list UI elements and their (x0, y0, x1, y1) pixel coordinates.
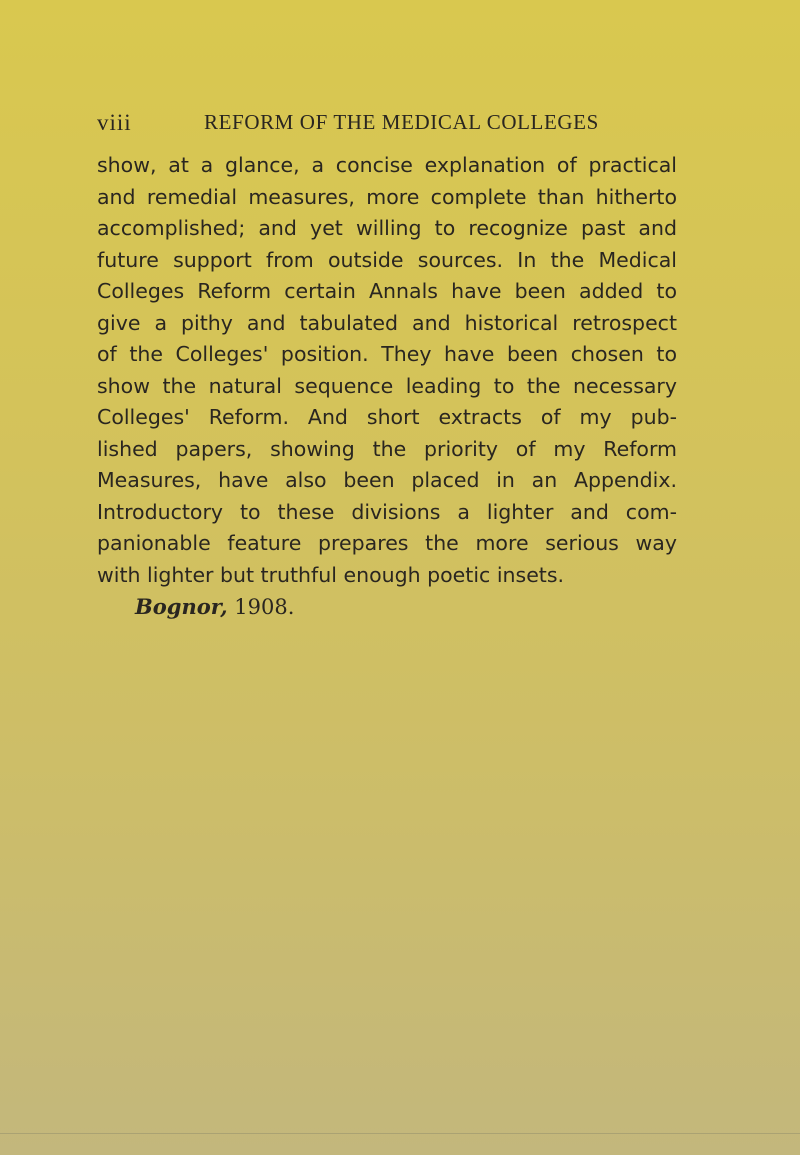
running-title: REFORM OF THE MEDICAL COLLEGES (204, 110, 599, 134)
text-line: Colleges Reform certain Annals have been added to (97, 279, 677, 303)
text-line: of the Colleges' position. They have been chosen to (97, 342, 677, 366)
text-line-last: with lighter but truthful enough poetic insets. (97, 562, 565, 587)
text-line: and remedial measures, more complete than hitherto (97, 184, 677, 209)
running-head (97, 108, 717, 138)
body-paragraph (97, 150, 677, 591)
text-line: accomplished; and yet willing to recognize past and (97, 216, 677, 240)
text-line: lished papers, showing the priority of my Reform (97, 436, 677, 461)
text-line: show the natural sequence leading to the necessary (97, 373, 677, 398)
text-line: Introductory to these divisions a lighter and com- (97, 499, 677, 524)
text-line: panionable feature prepares the more serious way (97, 531, 677, 555)
text-line: Measures, have also been placed in an Appendix. (97, 468, 677, 492)
bottom-rule (0, 1133, 800, 1134)
text-line: give a pithy and tabulated and historical retrospect (97, 310, 677, 335)
place-date-signature (135, 594, 294, 619)
signature-year: 1908. (234, 595, 295, 619)
text-line: future support from outside sources. In the Medical (97, 247, 677, 272)
signature-place: Bognor, (135, 594, 228, 619)
text-line: show, at a glance, a concise explanation of practical (97, 153, 677, 177)
text-line: Colleges' Reform. And short extracts of my pub- (97, 405, 677, 429)
page-number: viii (97, 110, 132, 135)
